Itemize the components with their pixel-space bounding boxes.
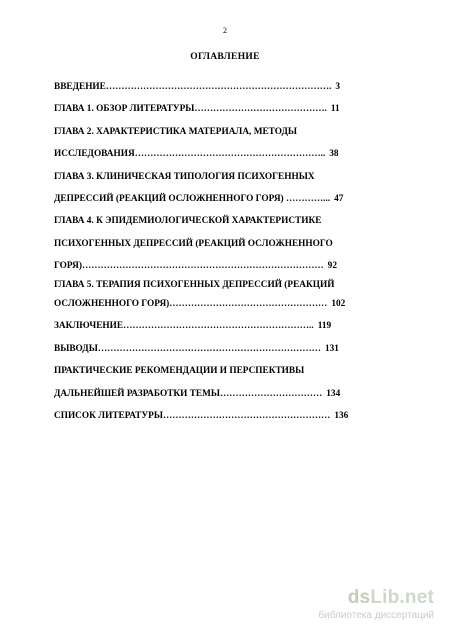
toc-entry-chapter-2-line-2 xyxy=(54,143,396,165)
toc-entry-text: ПСИХОГЕННЫХ ДЕПРЕССИЙ (РЕАКЦИЙ ОСЛОЖНЕННОГО xyxy=(54,238,333,249)
toc-entry-text: ГЛАВА 1. ОБЗОР ЛИТЕРАТУРЫ……………………………………. xyxy=(54,104,327,115)
watermark-logo xyxy=(348,587,434,609)
toc-entry-page: 3 xyxy=(335,82,340,92)
toc-entry-bibliography xyxy=(54,405,396,427)
toc-entry-text: ГЛАВА 2. ХАРАКТЕРИСТИКА МАТЕРИАЛА, МЕТОДЫ xyxy=(54,126,298,137)
toc-entry-page: 47 xyxy=(334,193,344,204)
toc-entry-text: ВВЕДЕНИЕ………………………………………………………………. xyxy=(54,82,332,92)
table-of-contents xyxy=(54,76,396,427)
toc-entry-text: ГОРЯ)…………………………………………………………………… xyxy=(54,261,324,272)
toc-entry-chapter-4-line-1 xyxy=(54,210,396,232)
toc-entry-findings xyxy=(54,338,396,360)
toc-entry-page: 131 xyxy=(324,343,339,354)
dslib-watermark xyxy=(298,587,438,627)
toc-entry-text: ДАЛЬНЕЙШЕЙ РАЗРАБОТКИ ТЕМЫ…………………………… xyxy=(54,388,323,399)
toc-entry-chapter-5-line-2 xyxy=(54,293,396,315)
toc-entry-chapter-4-line-2 xyxy=(54,233,396,255)
toc-entry-introduction xyxy=(54,76,396,98)
toc-entry-page: 38 xyxy=(329,149,339,160)
toc-entry-text: ДЕПРЕССИЙ (РЕАКЦИЙ ОСЛОЖНЕННОГО ГОРЯ) …………... xyxy=(54,193,331,204)
toc-entry-text: ГЛАВА 3. КЛИНИЧЕСКАЯ ТИПОЛОГИЯ ПСИХОГЕННЫХ xyxy=(54,171,315,182)
toc-entry-text: ГЛАВА 4. К ЭПИДЕМИОЛОГИЧЕСКОЙ ХАРАКТЕРИСТИКЕ xyxy=(54,216,322,227)
toc-entry-page: 102 xyxy=(331,299,346,310)
toc-entry-text: СПИСОК ЛИТЕРАТУРЫ……………………………………………… xyxy=(54,410,331,421)
toc-entry-chapter-5-line-1 xyxy=(54,278,396,294)
toc-entry-chapter-3-line-2 xyxy=(54,188,396,210)
toc-entry-chapter-1 xyxy=(54,98,396,120)
toc-entry-text: ВЫВОДЫ……………………………………………………………… xyxy=(54,343,321,354)
toc-entry-text: ГЛАВА 5. ТЕРАПИЯ ПСИХОГЕННЫХ ДЕПРЕССИЙ (РЕАКЦИЙ xyxy=(54,279,335,290)
toc-entry-chapter-2-line-1 xyxy=(54,121,396,143)
toc-entry-text: ИССЛЕДОВАНИЯ…………………………………………………….. xyxy=(54,149,326,160)
watermark-subtitle: библиотека диссертаций xyxy=(318,610,434,621)
toc-entry-page: 11 xyxy=(330,104,340,115)
watermark-logo-rest: Lib.net xyxy=(370,587,434,608)
toc-entry-page: 119 xyxy=(317,321,332,332)
toc-entry-text: ПРАКТИЧЕСКИЕ РЕКОМЕНДАЦИИ И ПЕРСПЕКТИВЫ xyxy=(54,366,305,377)
toc-entry-conclusion xyxy=(54,315,396,337)
toc-entry-text: ОСЛОЖНЕННОГО ГОРЯ)…………………………………………… xyxy=(54,299,328,310)
toc-entry-chapter-4-line-3 xyxy=(54,255,396,277)
watermark-logo-ds: ds xyxy=(347,587,371,608)
toc-entry-page: 136 xyxy=(334,410,349,421)
toc-entry-text: ЗАКЛЮЧЕНИЕ…………………………………………………….. xyxy=(54,321,314,332)
toc-title: ОГЛАВЛЕНИЕ xyxy=(190,52,260,62)
toc-entry-page: 92 xyxy=(327,261,337,272)
page-number: 2 xyxy=(223,26,227,35)
toc-entry-chapter-3-line-1 xyxy=(54,166,396,188)
toc-entry-recommendations-line-2 xyxy=(54,383,396,405)
toc-entry-page: 134 xyxy=(326,388,341,399)
toc-entry-recommendations-line-1 xyxy=(54,360,396,382)
